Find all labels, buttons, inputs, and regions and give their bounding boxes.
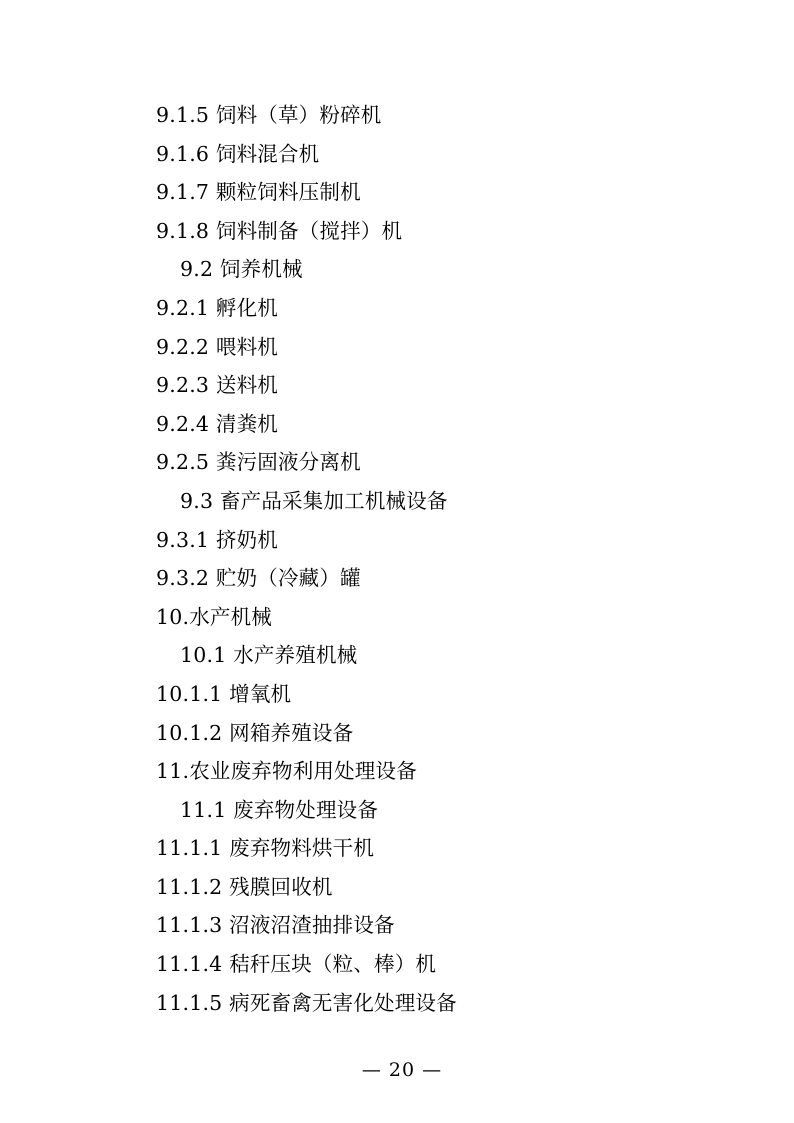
document-line: 11.1.1 废弃物料烘干机 [156,836,375,861]
document-line: 9.1.8 饲料制备（搅拌）机 [156,218,403,243]
document-line: 11.1.3 沼液沼渣抽排设备 [156,913,395,938]
document-line: 9.2.4 清粪机 [156,411,278,436]
document-line: 10.水产机械 [156,604,273,629]
document-line: 9.2.2 喂料机 [156,334,278,359]
document-line: 9.2 饲养机械 [180,257,303,282]
document-line: 9.2.5 粪污固液分离机 [156,450,361,475]
document-line: 11.1.4 秸秆压块（粒、棒）机 [156,952,437,977]
document-line: 11.1.5 病死畜禽无害化处理设备 [156,990,457,1015]
document-line: 9.3.2 贮奶（冷藏）罐 [156,566,361,591]
document-line: 9.1.5 饲料（草）粉碎机 [156,103,382,127]
document-line: 9.2.1 孵化机 [156,295,278,320]
page-footer-number: — 20 — [361,1059,443,1081]
document-line: 11.1.2 残膜回收机 [156,874,333,899]
document-line: 10.1.2 网箱养殖设备 [156,720,354,745]
document-line: 9.2.3 送料机 [156,373,278,398]
document-line: 9.1.6 饲料混合机 [156,141,320,166]
document-line: 9.3 畜产品采集加工机械设备 [180,488,448,513]
document-line: 11.农业废弃物利用处理设备 [156,759,417,784]
document-body [110,96,684,1022]
document-line: 11.1 废弃物处理设备 [180,797,379,822]
document-line: 9.1.7 颗粒饲料压制机 [156,180,361,205]
document-line: 9.3.1 挤奶机 [156,527,278,552]
document-line: 10.1.1 增氧机 [156,681,292,706]
document-line: 10.1 水产养殖机械 [180,643,358,668]
